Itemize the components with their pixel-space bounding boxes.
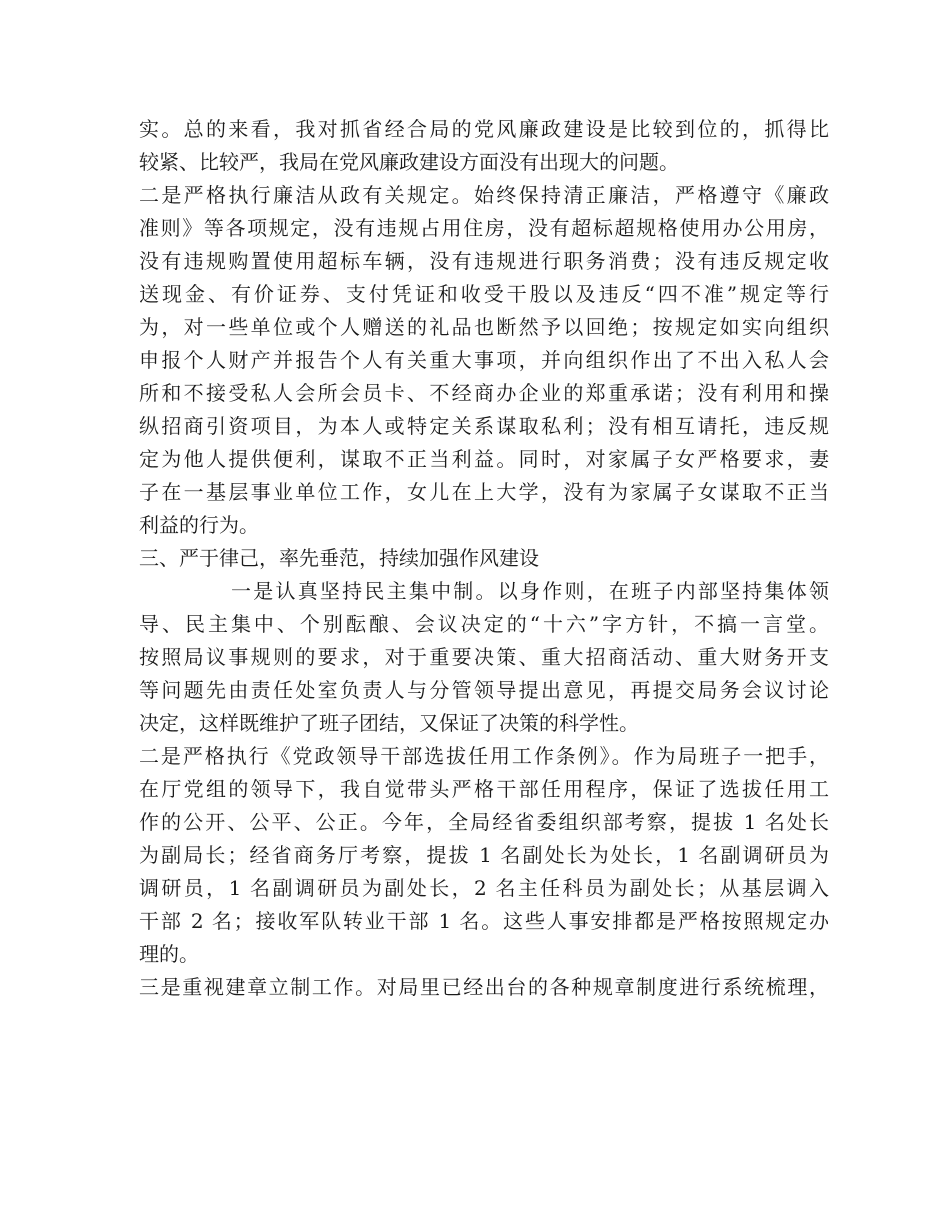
text-line: 调研员，1 名副调研员为副处长，2 名主任科员为副处长；从基层调入 xyxy=(139,876,829,900)
text-line: 作的公开、公平、公正。今年，全局经省委组织部考察，提拔 1 名处长 xyxy=(139,810,829,834)
text-line: 等问题先由责任处室负责人与分管领导提出意见，再提交局务会议讨论 xyxy=(139,678,829,702)
text-line: 定为他人提供便利，谋取不正当利益。同时，对家属子女严格要求，妻 xyxy=(139,447,829,471)
text-line: 干部 2 名；接收军队转业干部 1 名。这些人事安排都是严格按照规定办 xyxy=(139,909,829,933)
section-heading: 三、严于律己，率先垂范，持续加强作风建设 xyxy=(139,546,539,570)
text-line: 利益的行为。 xyxy=(139,513,259,537)
text-line: 决定，这样既维护了班子团结，又保证了决策的科学性。 xyxy=(139,711,639,735)
text-line: 实。总的来看，我对抓省经合局的党风廉政建设是比较到位的，抓得比 xyxy=(139,117,829,141)
text-line: 申报个人财产并报告个人有关重大事项，并向组织作出了不出入私人会 xyxy=(139,348,829,372)
text-line: 送现金、有价证券、支付凭证和收受干股以及违反“四不准”规定等行 xyxy=(139,282,829,306)
text-line: 三是重视建章立制工作。对局里已经出台的各种规章制度进行系统梳理， xyxy=(139,975,829,999)
text-line: 纵招商引资项目，为本人或特定关系谋取私利；没有相互请托，违反规 xyxy=(139,414,829,438)
text-line: 没有违规购置使用超标车辆，没有违规进行职务消费；没有违反规定收 xyxy=(139,249,829,273)
text-line: 二是严格执行廉洁从政有关规定。始终保持清正廉洁，严格遵守《廉政 xyxy=(139,183,829,207)
text-line: 导、民主集中、个别酝酿、会议决定的“十六”字方针，不搞一言堂。 xyxy=(139,612,829,636)
document-page xyxy=(139,113,829,1004)
text-line: 一是认真坚持民主集中制。以身作则，在班子内部坚持集体领 xyxy=(231,579,829,603)
text-line: 为副局长；经省商务厅考察，提拔 1 名副处长为处长，1 名副调研员为 xyxy=(139,843,829,867)
text-line: 所和不接受私人会所会员卡、不经商办企业的郑重承诺；没有利用和操 xyxy=(139,381,829,405)
text-line: 二是严格执行《党政领导干部选拔任用工作条例》。作为局班子一把手， xyxy=(139,744,829,768)
text-line: 为，对一些单位或个人赠送的礼品也断然予以回绝；按规定如实向组织 xyxy=(139,315,829,339)
text-line: 准则》等各项规定，没有违规占用住房，没有超标超规格使用办公用房， xyxy=(139,216,829,240)
text-line: 子在一基层事业单位工作，女儿在上大学，没有为家属子女谋取不正当 xyxy=(139,480,829,504)
text-line: 按照局议事规则的要求，对于重要决策、重大招商活动、重大财务开支 xyxy=(139,645,829,669)
text-line: 理的。 xyxy=(139,942,199,966)
text-line: 较紧、比较严，我局在党风廉政建设方面没有出现大的问题。 xyxy=(139,150,679,174)
text-line: 在厅党组的领导下，我自觉带头严格干部任用程序，保证了选拔任用工 xyxy=(139,777,829,801)
